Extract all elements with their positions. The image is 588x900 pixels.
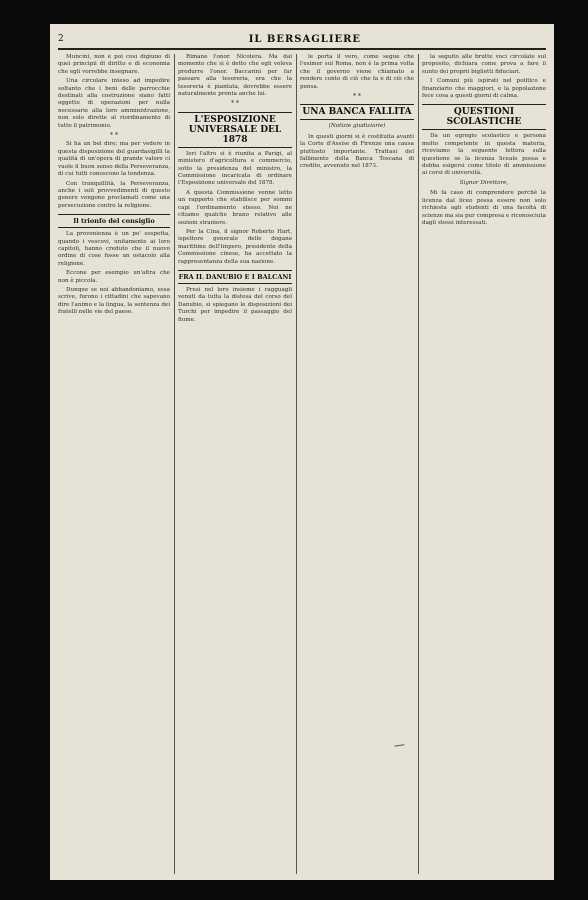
col1-paragraph: Una circolare inteso ad impedire soltanto che i beni delle parrocchie destinati alla costruzione siano fatti oggetto di operazioni per nulla necessarie alla loro amministrazione, non solo dirette al riordinamento di tutto il patrimonio. [58,78,170,129]
col1-paragraph: Muncini, non è poi così digiuno di quei principii di diritto e di economia che egli vorrebbe insegnare. [58,54,170,75]
column-rule [174,54,175,874]
section-divider: * * [231,100,239,108]
column-rule [418,54,419,874]
col1-paragraph: Dunque se noi abbandoniamo, essa scrive, furono i cittadini che sapevano dire l'animo e la lingua, la sentenza dei fratelli nelle vie del paese. [58,286,170,316]
col2-paragraph: Rimane l'onor. Nicotera. Ma dal momento che si è detto che egli voleva produrre l'onor. Baccarini per far passare alla tesoreria, era che la tesoreria è piantata, dovrebbe essere naturalmente pronta anche lui. [178,54,292,98]
newspaper-page [50,24,554,880]
col4-paragraph: Da un egregio scolastico e persona molto competente in questa materia, riceviamo la seguente lettera sulla questione se la licenza liceale possa e debba esigersi come titolo di ammissione ai corsi di università. [422,133,546,177]
col1-section-heading: Il trionfo del consiglio [58,214,170,228]
section-divider: * * [110,132,118,140]
column-3 [300,54,414,874]
col4-paragraph: la seguito alle brutte voci circolate sul proposito, dichiara come prova a fare il sunto dei proprii biglietti fiduciari. [422,54,546,75]
col3-subheading: (Notizie giudiziarie) [328,123,386,130]
col2-section-heading: L'ESPOSIZIONE UNIVERSALE DEL 1878 [178,112,292,148]
col2-paragraph: Ieri l'altro si è riunita a Parigi, al ministero d'agricoltura e commercio, sotto la presidenza del ministro, la Commissione incaricata di ordinare l'Esposizione universale del 1878. [178,150,292,187]
col4-paragraph: I Comuni più ispirati nel politico e finanziario che maggiori, e la popolazione fece cosa a questi giorni di calma. [422,78,546,100]
col2-paragraph: Presi nel loro insieme i ragguagli venuti da tutta la distesa del corso del Danubio, si spiegano le disposizioni dei Turchi per impedire il passaggio del fiume. [178,286,292,323]
col3-paragraph: le porta il vero, come segue che l'esimer sul Roma, non è la prima volta che il governo viene chiamato a rendere conto di ciò che fa e di ciò che pensa. [300,54,414,90]
col2-paragraph: A questa Commissione venne letto un rapporto che stabilisce per sommi capi l'ordinamento stesso. Noi ne citiamo qualche brano relativo alle sezioni straniere. [178,189,292,226]
section-divider: * * [353,93,361,101]
column-2 [178,54,292,874]
col1-paragraph: La provenienza è un po' sospetta, quando i vescovi, unitamente ai loro capitoli, hanno creduto che il nuovo ordine di cose fosse un ostacolo alla religione. [58,231,170,267]
page-number: 2 [58,34,64,44]
page-header [58,30,546,50]
column-4 [422,54,546,874]
col3-section-heading: UNA BANCA FALLITA [300,104,414,120]
col1-paragraph: Si ha un bel dire; ma per vedere in questa disposizione del guardasigilli la qualità di un'opera di grande valore ci vuole il buon senso della Perseveranza, di cui tutti conoscono la tendenza. [58,141,170,178]
col4-subheading: Signor Direttore, [459,179,509,186]
column-rule [296,54,297,874]
col1-paragraph: Con tranquillità, la Perseveranza, anche i soli provvedimenti di questo genere vengono proclamati come una persecuzione contro la religione. [58,180,170,209]
col2-paragraph: Per la Cina, il signor Roberto Hart, ispettore generale delle dogane marittime dell'Impero, presidente della Commissione cinese, ha accettato la rappresentanza della sua nazione. [178,228,292,265]
col3-paragraph: In questi giorni si è costituita avanti la Corte d'Assise di Firenze una causa piuttosto importante. Trattasi del fallimento della Banca Toscana di credito, avvenuto nel 1873. [300,133,414,170]
col4-paragraph: Mi fa caso di comprendere perchè la licenza dal liceo possa essere non solo richiesta agli studenti di una facoltà di scienze ma sia pur compresa e riconosciuta dagli stessi interessati. [422,190,546,226]
col1-paragraph: Eccone per esempio un'altra che non è piccola. [58,270,170,284]
newspaper-title: IL BERSAGLIERE [248,33,362,45]
col4-section-heading: QUESTIONI SCOLASTICHE [422,104,546,130]
column-1 [58,54,170,874]
col2-section-heading: FRA IL DANUBIO E I BALCANI [178,270,292,284]
